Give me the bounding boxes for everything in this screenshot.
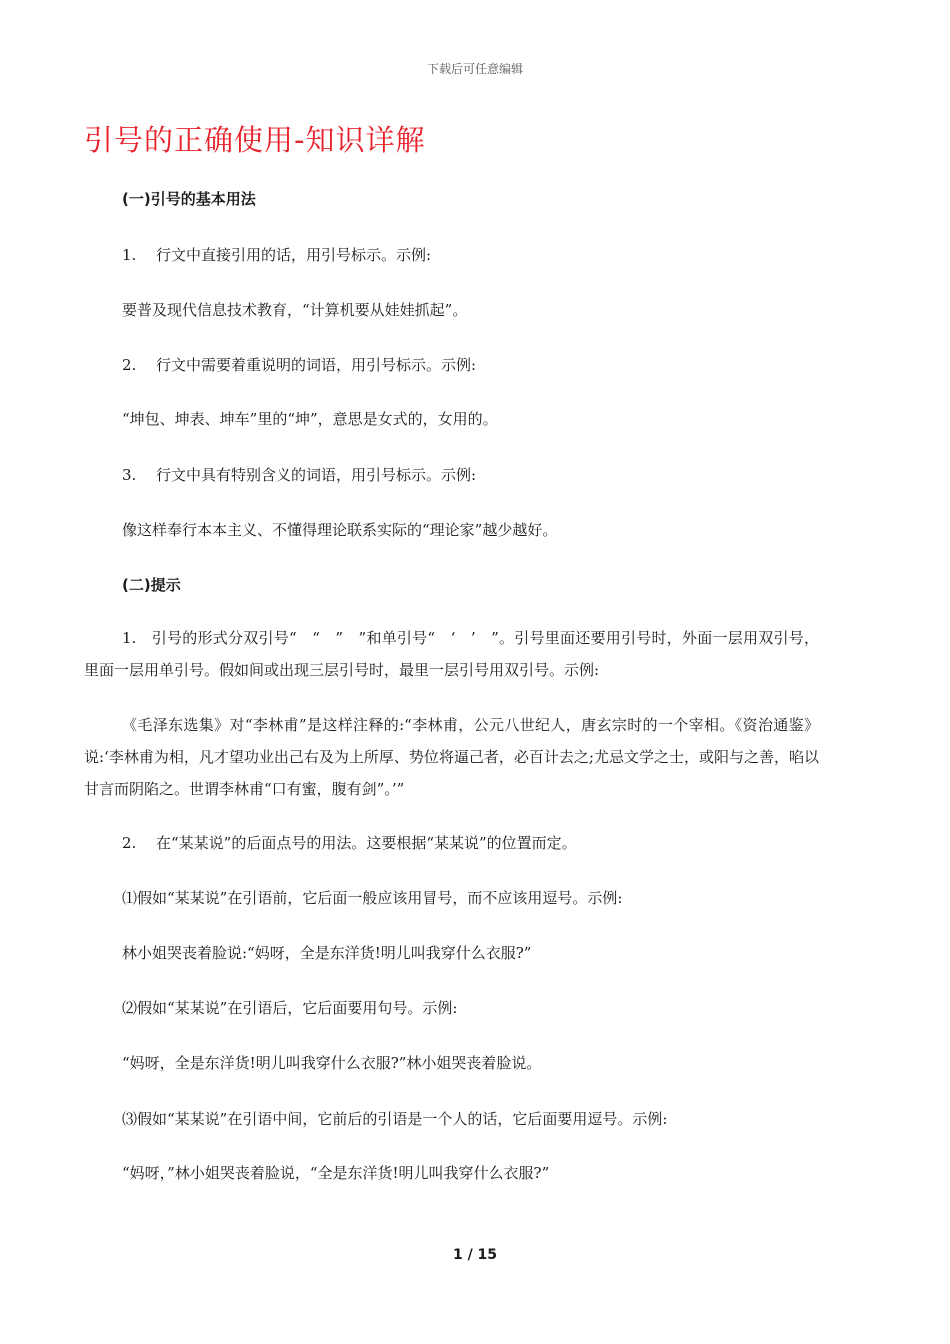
- usage-item-2-number: 2.: [122, 356, 137, 374]
- usage-item-3: [122, 464, 476, 485]
- tip-1-example-paragraph: 《毛泽东选集》对“李林甫”是这样注释的:“李林甫，公元八世纪人，唐玄宗时的一个宰相。《资治通鉴》说:‘李林甫为相，凡才望功业出己右及为上所厚、势位将逼己者，必百计去之;尤忌文学之士，或阳与之善，啗以甘言而阴陷之。世谓李林甫“口有蜜，腹有剑”。’”: [84, 716, 819, 798]
- document-title: 引号的正确使用-知识详解: [84, 123, 426, 157]
- usage-item-1-number: 1.: [122, 246, 137, 264]
- usage-item-1-text: 行文中直接引用的话，用引号标示。示例:: [156, 246, 432, 264]
- section-heading-tips: (二)提示: [122, 576, 181, 594]
- page-header-note: 下载后可任意编辑: [426, 62, 523, 76]
- usage-item-3-text: 行文中具有特别含义的词语，用引号标示。示例:: [156, 466, 477, 484]
- usage-example-3: 像这样奉行本本主义、不懂得理论联系实际的“理论家”越少越好。: [122, 521, 558, 539]
- tip-2-text: 在“某某说”的后面点号的用法。这要根据“某某说”的位置而定。: [156, 834, 577, 852]
- usage-example-2: “坤包、坤表、坤车”里的“坤”，意思是女式的，女用的。: [122, 410, 498, 428]
- tip-2-line: [122, 832, 577, 853]
- case-3-line: ⑶假如“某某说”在引语中间，它前后的引语是一个人的话，它后面要用逗号。示例:: [122, 1110, 668, 1128]
- usage-item-2: [122, 354, 476, 375]
- case-2-example: “妈呀，全是东洋货!明儿叫我穿什么衣服?”林小姐哭丧着脸说。: [122, 1054, 542, 1072]
- case-3-example: “妈呀，”林小姐哭丧着脸说，“全是东洋货!明儿叫我穿什么衣服?”: [122, 1164, 550, 1182]
- usage-example-1: 要普及现代信息技术教育，“计算机要从娃娃抓起”。: [122, 301, 468, 319]
- tip-1-paragraph: 1. 引号的形式分双引号“ “ ” ”和单引号“ ‘ ’ ”。引号里面还要用引号时，外面一层用双引号，里面一层用单引号。假如间或出现三层引号时，最里一层引号用双引号。示例:: [84, 629, 819, 679]
- case-2-line: ⑵假如“某某说”在引语后，它后面要用句号。示例:: [122, 999, 458, 1017]
- case-1-example: 林小姐哭丧着脸说:“妈呀，全是东洋货!明儿叫我穿什么衣服?”: [122, 944, 532, 962]
- usage-item-1: [122, 244, 431, 265]
- usage-item-2-text: 行文中需要着重说明的词语，用引号标示。示例:: [156, 356, 477, 374]
- page-number: 1 / 15: [452, 1247, 498, 1263]
- tip-2-number: 2.: [122, 834, 137, 852]
- case-1-line: ⑴假如“某某说”在引语前，它后面一般应该用冒号，而不应该用逗号。示例:: [122, 889, 623, 907]
- section-heading-basic-usage: (一)引号的基本用法: [122, 190, 256, 208]
- usage-item-3-number: 3.: [122, 466, 137, 484]
